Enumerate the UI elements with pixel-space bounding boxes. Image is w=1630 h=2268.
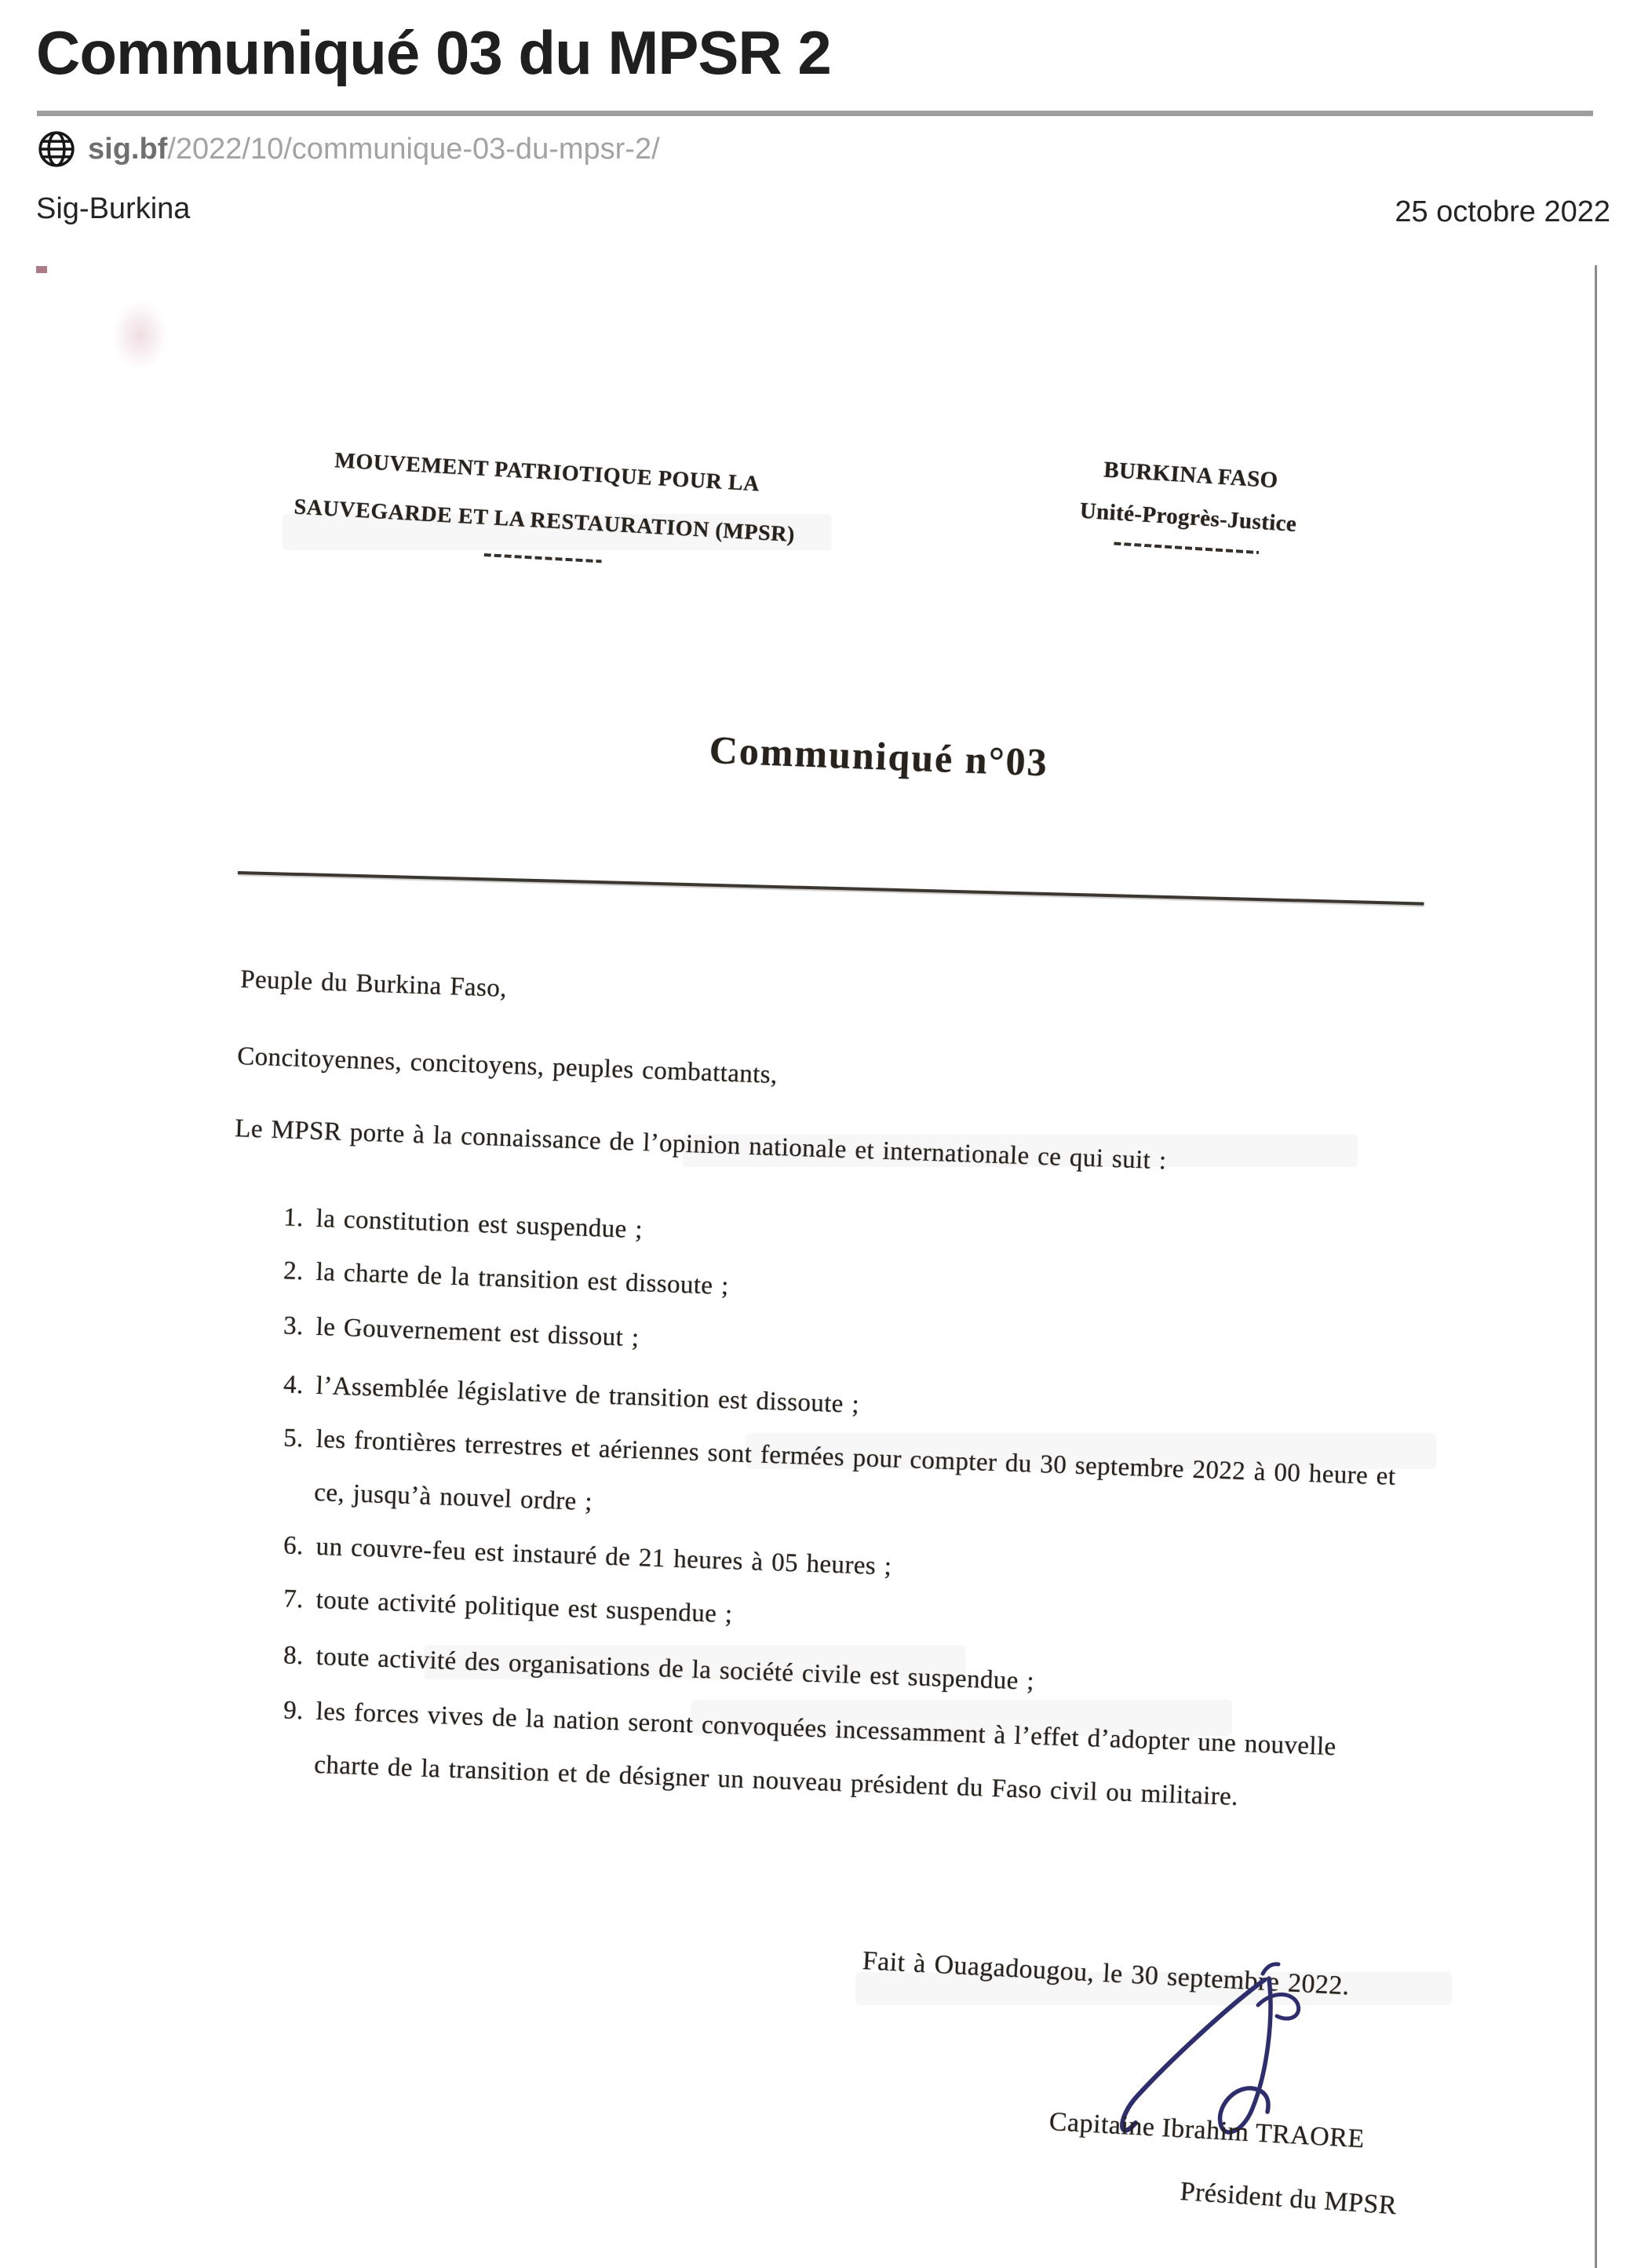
signatory-title: Président du MPSR <box>1179 2177 1398 2221</box>
list-item-number: 8. <box>283 1641 304 1671</box>
salutation-line-2: Concitoyennes, concitoyens, peuples combattants, <box>236 1042 779 1090</box>
scan-artifact-smudge <box>112 300 167 370</box>
list-item-number: 7. <box>283 1584 304 1614</box>
list-item-text: les frontières terrestres et aériennes sont fermées pour compter du 30 septembre 2022 à 00 heure et ce, jusqu’à nouvel ordre ; <box>313 1424 1397 1517</box>
article-date: 25 octobre 2022 <box>1395 195 1610 228</box>
list-item-number: 9. <box>283 1696 304 1726</box>
letterhead-right <box>1055 446 1323 558</box>
page-title: Communiqué 03 du MPSR 2 <box>36 18 831 87</box>
letterhead-separator <box>1114 541 1259 554</box>
document-title: Communiqué n°03 <box>708 727 1049 785</box>
list-item-text: toute activité politique est suspendue ; <box>315 1585 734 1629</box>
list-item-number: 4. <box>283 1370 304 1400</box>
list-item-text: la charte de la transition est dissoute ; <box>315 1257 730 1301</box>
letterhead-left <box>270 433 821 575</box>
source-url-row <box>36 129 660 169</box>
list-item-number: 2. <box>283 1256 304 1286</box>
signatory-name: Capitaine Ibrahim TRAORE <box>1048 2107 1366 2154</box>
list-item-text: le Gouvernement est dissout ; <box>315 1312 640 1353</box>
list-item-text: la constitution est suspendue ; <box>315 1204 644 1245</box>
list-item-text: un couvre-feu est instauré de 21 heures à 05 heures ; <box>315 1532 892 1581</box>
intro-line: Le MPSR porte à la connaissance de l’opinion nationale et internationale ce qui suit : <box>234 1114 1168 1176</box>
source-domain: sig.bf <box>88 132 168 166</box>
list-item-number: 5. <box>283 1424 304 1453</box>
document-divider <box>238 871 1424 906</box>
list-item-number: 1. <box>283 1203 304 1233</box>
header-divider <box>37 111 1593 116</box>
letterhead-separator <box>483 553 601 563</box>
salutation-line-1: Peuple du Burkina Faso, <box>239 965 508 1003</box>
place-date-line: Fait à Ouagadougou, le 30 septembre 2022. <box>862 1946 1351 2001</box>
letterhead-left-line1: MOUVEMENT PATRIOTIQUE POUR LA <box>334 448 760 497</box>
list-item-number: 3. <box>283 1311 304 1341</box>
byline-row <box>36 192 1614 230</box>
globe-icon <box>36 129 77 169</box>
list-item-text: toute activité des organisations de la société civile est suspendue ; <box>315 1642 1035 1696</box>
byline: Sig-Burkina <box>36 192 191 225</box>
list-item-number: 6. <box>283 1531 304 1561</box>
list-item-text: les forces vives de la nation seront convoquées incessamment à l’effet d’adopter une nouvelle charte de la transition et de désigner un nouveau président du Faso civil ou militaire. <box>313 1697 1337 1811</box>
letterhead-left-line2: SAUVEGARDE ET LA RESTAURATION (MPSR) <box>293 494 796 548</box>
source-path: /2022/10/communique-03-du-mpsr-2/ <box>167 132 660 166</box>
scan-artifact-mark <box>36 266 47 273</box>
letterhead-right-line2: Unité-Progrès-Justice <box>1078 498 1298 538</box>
scanned-document <box>20 265 1597 2268</box>
letterhead-right-line1: BURKINA FASO <box>1103 457 1279 494</box>
list-item-text: l’Assemblée législative de transition est dissoute ; <box>315 1371 860 1420</box>
